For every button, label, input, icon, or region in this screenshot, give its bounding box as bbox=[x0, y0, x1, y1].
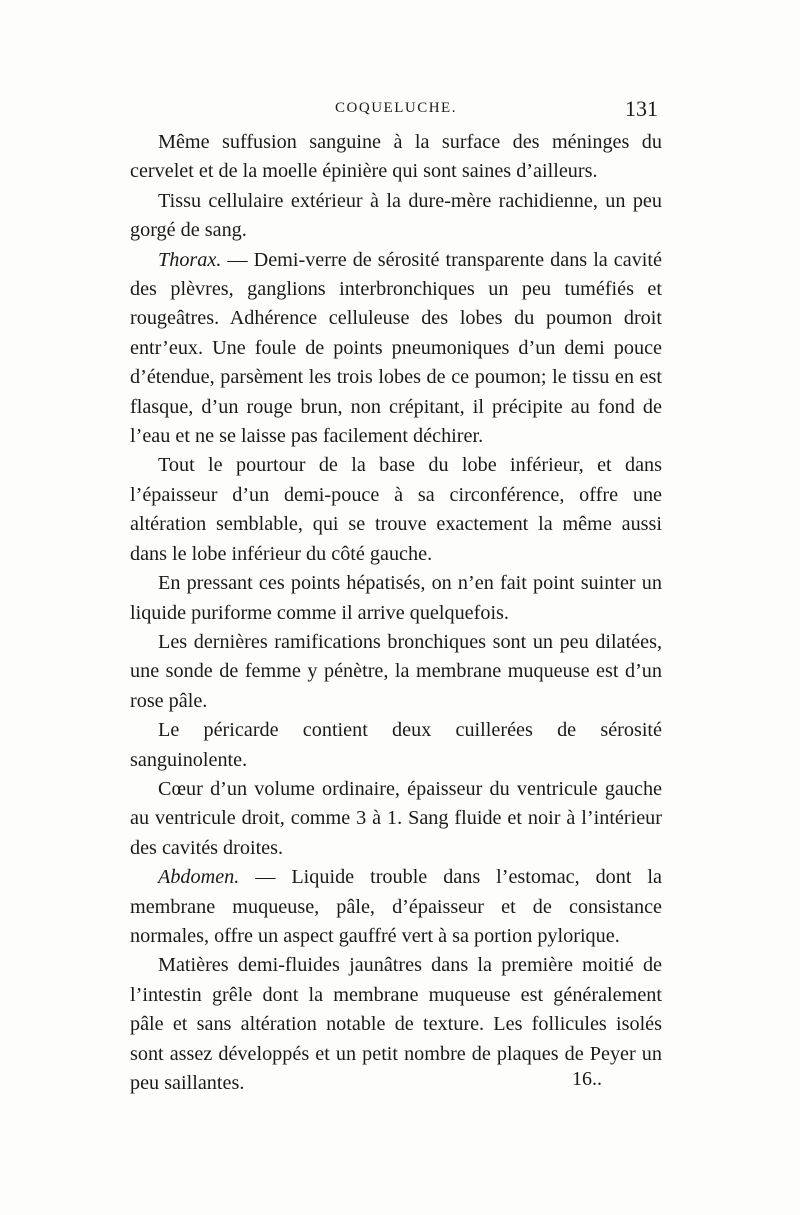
section-heading-abdomen: Abdomen. bbox=[158, 866, 240, 889]
paragraph-pericarde: Le péricarde contient deux cuillerées de sérosité sanguinolente. bbox=[130, 719, 662, 771]
paragraph-abdomen: Abdomen. — Liquide trouble dans l’estomac, dont la membrane muqueuse, pâle, d’épaisseur et de consistance normales, offre un aspect gauffré vert à sa portion pylorique. bbox=[130, 866, 662, 947]
page-number: 131 bbox=[625, 96, 658, 121]
page-header bbox=[130, 96, 662, 126]
running-title: COQUELUCHE. bbox=[335, 100, 457, 116]
paragraph-points-hepatises: En pressant ces points hépatisés, on n’en fait point suinter un liquide puriforme comme il arrive quelquefois. bbox=[130, 572, 662, 624]
paragraph-matieres: Matières demi-fluides jaunâtres dans la première moitié de l’intestin grêle dont la membrane muqueuse est généralement pâle et sans altération notable de texture. Les follicules isolés sont assez développés et un petit nombre de plaques de Peyer un peu saillantes. bbox=[130, 954, 662, 1094]
paragraph-coeur: Cœur d’un volume ordinaire, épaisseur du ventricule gauche au ventricule droit, comme 3 à 1. Sang fluide et noir à l’intérieur des cavités droites. bbox=[130, 777, 662, 859]
section-heading-thorax: Thorax. bbox=[158, 248, 222, 271]
paragraph-ramifications: Les dernières ramifications bronchiques sont un peu dilatées, une sonde de femme y pénètre, la membrane muqueuse est d’un rose pâle. bbox=[130, 630, 662, 712]
paragraph-tissu: Tissu cellulaire extérieur à la dure-mère rachidienne, un peu gorgé de sang. bbox=[130, 189, 662, 242]
paragraph-thorax: Thorax. — Demi-verre de sérosité transparente dans la cavité des plèvres, ganglions interbronchiques un peu tuméfiés et rougeâtres. Adhérence celluleuse des lobes du poumon droit entr’eux. Une foule de points pneumoniques d’un demi pouce d’étendue, parsèment les trois lobes de ce poumon; le tissu en est flasque, d’un rouge brun, non crépitant, il précipite au fond de l’eau et ne se laisse pas facilement déchirer. bbox=[130, 248, 662, 448]
paragraph-meninges: Même suffusion sanguine à la surface des méninges du cervelet et de la moelle épinière qui sont saines d’ailleurs. bbox=[130, 131, 662, 183]
signature-mark: 16.. bbox=[572, 1068, 602, 1090]
body-text bbox=[130, 128, 662, 1098]
paragraph-lobe-inferieur: Tout le pourtour de la base du lobe inférieur, et dans l’épaisseur d’un demi-pouce à sa circonférence, offre une altération semblable, qui se trouve exactement la même aussi dans le lobe inférieur du côté gauche. bbox=[130, 454, 662, 565]
